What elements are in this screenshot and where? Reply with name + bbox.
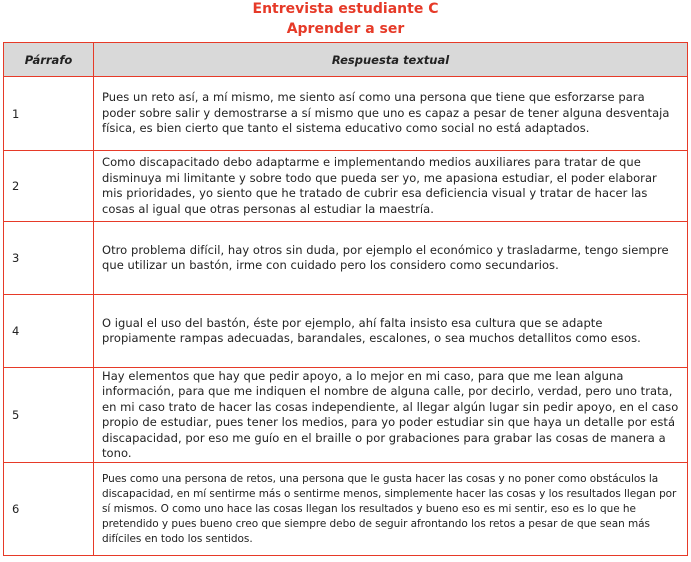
table-row	[4, 295, 688, 368]
response-text: Como discapacitado debo adaptarme e implementando medios auxiliares para tratar de que disminuya mi limitante y sobre todo que pueda ser yo, me apasiona estudiar, el poder elaborar mis prioridades, yo siento que he tratado de cubrir esa deficiencia visual y tratar de hacer las cosas al igual que otras personas al estudiar la maestría.	[94, 151, 688, 222]
document-title: Entrevista estudiante C	[252, 1, 439, 17]
paragraph-number: 1	[4, 77, 94, 151]
response-text: Hay elementos que hay que pedir apoyo, a lo mejor en mi caso, para que me lean alguna información, para que me indiquen el nombre de alguna calle, por decirlo, verdad, pero uno trata, en mi caso trato de hacer las cosas independiente, al llegar algún lugar sin pedir apoyo, en el caso propio de estudiar, pues tener los medios, para yo poder estudiar sin que haya un detalle por está discapacidad, por eso me guío en el braille o por grabaciones para grabar las cosas de manera a tono.	[94, 368, 688, 463]
paragraph-number: 2	[4, 151, 94, 222]
column-header-paragraph: Párrafo	[4, 43, 94, 77]
response-text: O igual el uso del bastón, éste por ejemplo, ahí falta insisto esa cultura que se adapte propiamente rampas adecuadas, barandales, escalones, o sea muchos detallitos como esos.	[94, 295, 688, 368]
table-row	[4, 463, 688, 556]
table-header-row	[4, 43, 688, 77]
table-row	[4, 151, 688, 222]
interview-table	[3, 42, 688, 556]
paragraph-number: 5	[4, 368, 94, 463]
response-text: Pues como una persona de retos, una persona que le gusta hacer las cosas y no poner como obstáculos la discapacidad, en mí sentirme más o sentirme menos, simplemente hacer las cosas y los resultados llegan por sí mismos. O como uno hace las cosas llegan los resultados y bueno eso es mi sentir, eso es lo que he pretendido y pues bueno creo que siempre debo de seguir afrontando los retos a pesar de que sean más difíciles en todo los sentidos.	[94, 463, 688, 556]
table-row	[4, 77, 688, 151]
paragraph-number: 6	[4, 463, 94, 556]
paragraph-number: 4	[4, 295, 94, 368]
response-text: Pues un reto así, a mí mismo, me siento así como una persona que tiene que esforzarse para poder sobre salir y demostrarse a sí mismo que uno es capaz a pesar de tener alguna desventaja física, es bien cierto que tanto el sistema educativo como social no está adaptados.	[94, 77, 688, 151]
document-subtitle: Aprender a ser	[286, 21, 405, 37]
table-row	[4, 368, 688, 463]
response-text: Otro problema difícil, hay otros sin duda, por ejemplo el económico y trasladarme, tengo siempre que utilizar un bastón, irme con cuidado pero los considero como secundarios.	[94, 222, 688, 295]
paragraph-number: 3	[4, 222, 94, 295]
column-header-response: Respuesta textual	[94, 43, 688, 77]
table-row	[4, 222, 688, 295]
